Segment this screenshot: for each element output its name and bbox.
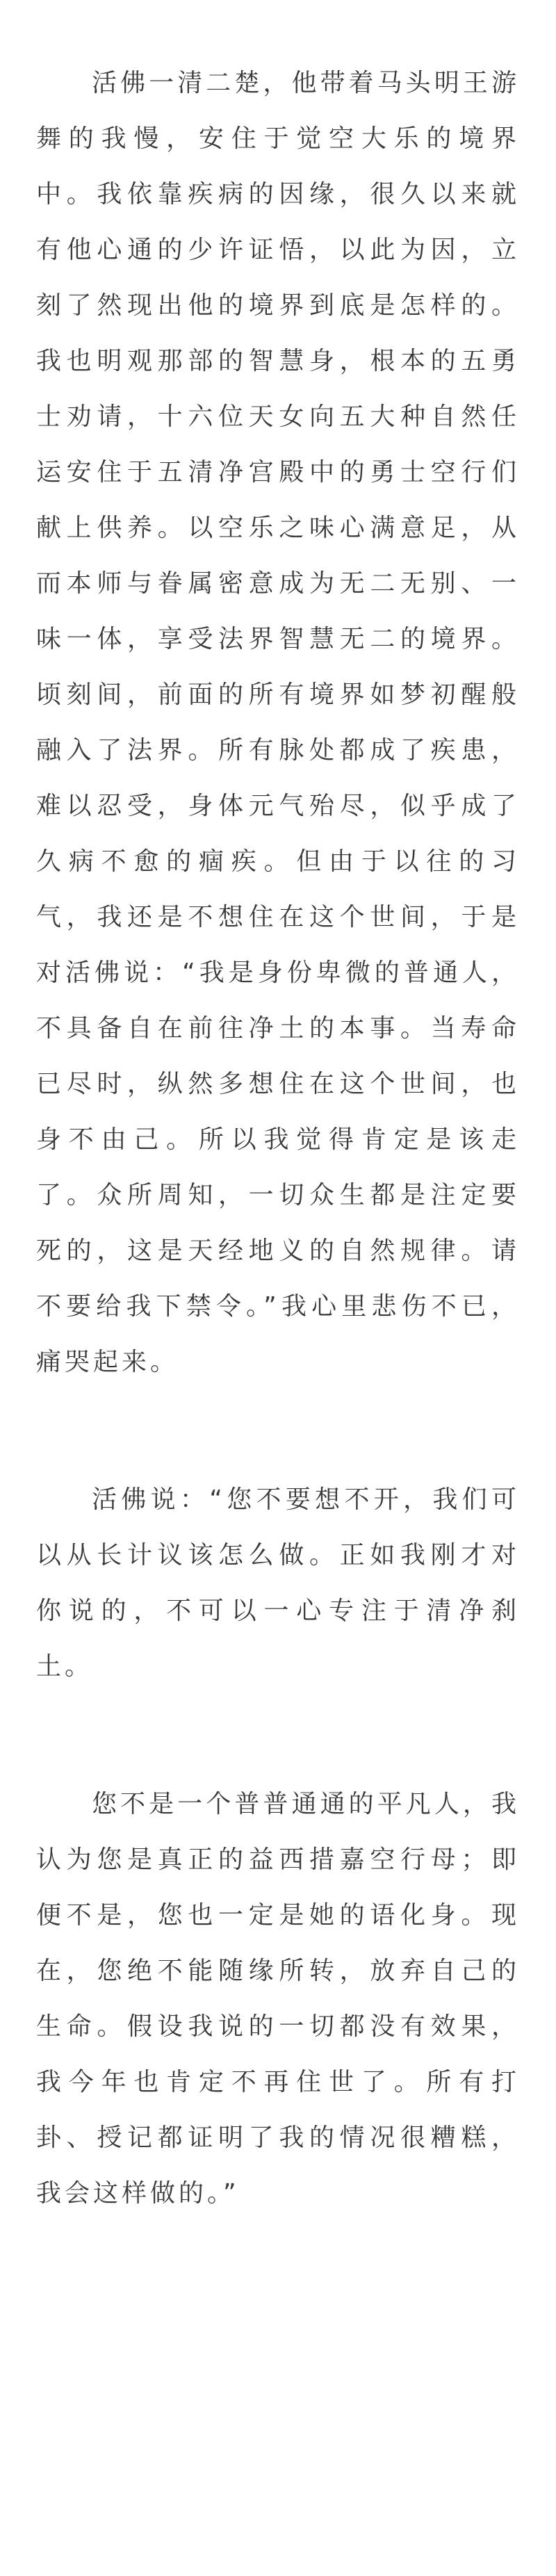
- paragraph-3: 您不是一个普普通通的平凡人，我认为您是真正的益西措嘉空行母；即便不是，您也一定是她的语化身。现在，您绝不能随缘所转，放弃自己的生命。假设我说的一切都没有效果，我今年也肯定不再住世了。所有打卦、授记都证明了我的情况很糟糕，我会这样做的。”: [36, 1790, 520, 2208]
- paragraph-1: 活佛一清二楚，他带着马头明王游舞的我慢，安住于觉空大乐的境界中。我依靠疾病的因缘，很久以来就有他心通的少许证悟，以此为因，立刻了然现出他的境界到底是怎样的。我也明观那部的智慧身，根本的五勇士劝请，十六位天女向五大种自然任运安住于五清净宫殿中的勇士空行们献上供养。以空乐之味心满意足，从而本师与眷属密意成为无二无别、一味一体，享受法界智慧无二的境界。顷刻间，前面的所有境界如梦初醒般融入了法界。所有脉处都成了疾患，难以忍受，身体元气殆尽，似乎成了久病不愈的痼疾。但由于以往的习气，我还是不想住在这个世间，于是对活佛说：“我是身份卑微的普通人，不具备自在前往净土的本事。当寿命已尽时，纵然多想住在这个世间，也身不由己。所以我觉得肯定是该走了。众所周知，一切众生都是注定要死的，这是天经地义的自然规律。请不要给我下禁令。”我心里悲伤不已，痛哭起来。: [36, 69, 520, 1376]
- paragraph-2: 活佛说：“您不要想不开，我们可以从长计议该怎么做。正如我刚才对你说的，不可以一心专注于清净刹土。: [36, 1485, 520, 1681]
